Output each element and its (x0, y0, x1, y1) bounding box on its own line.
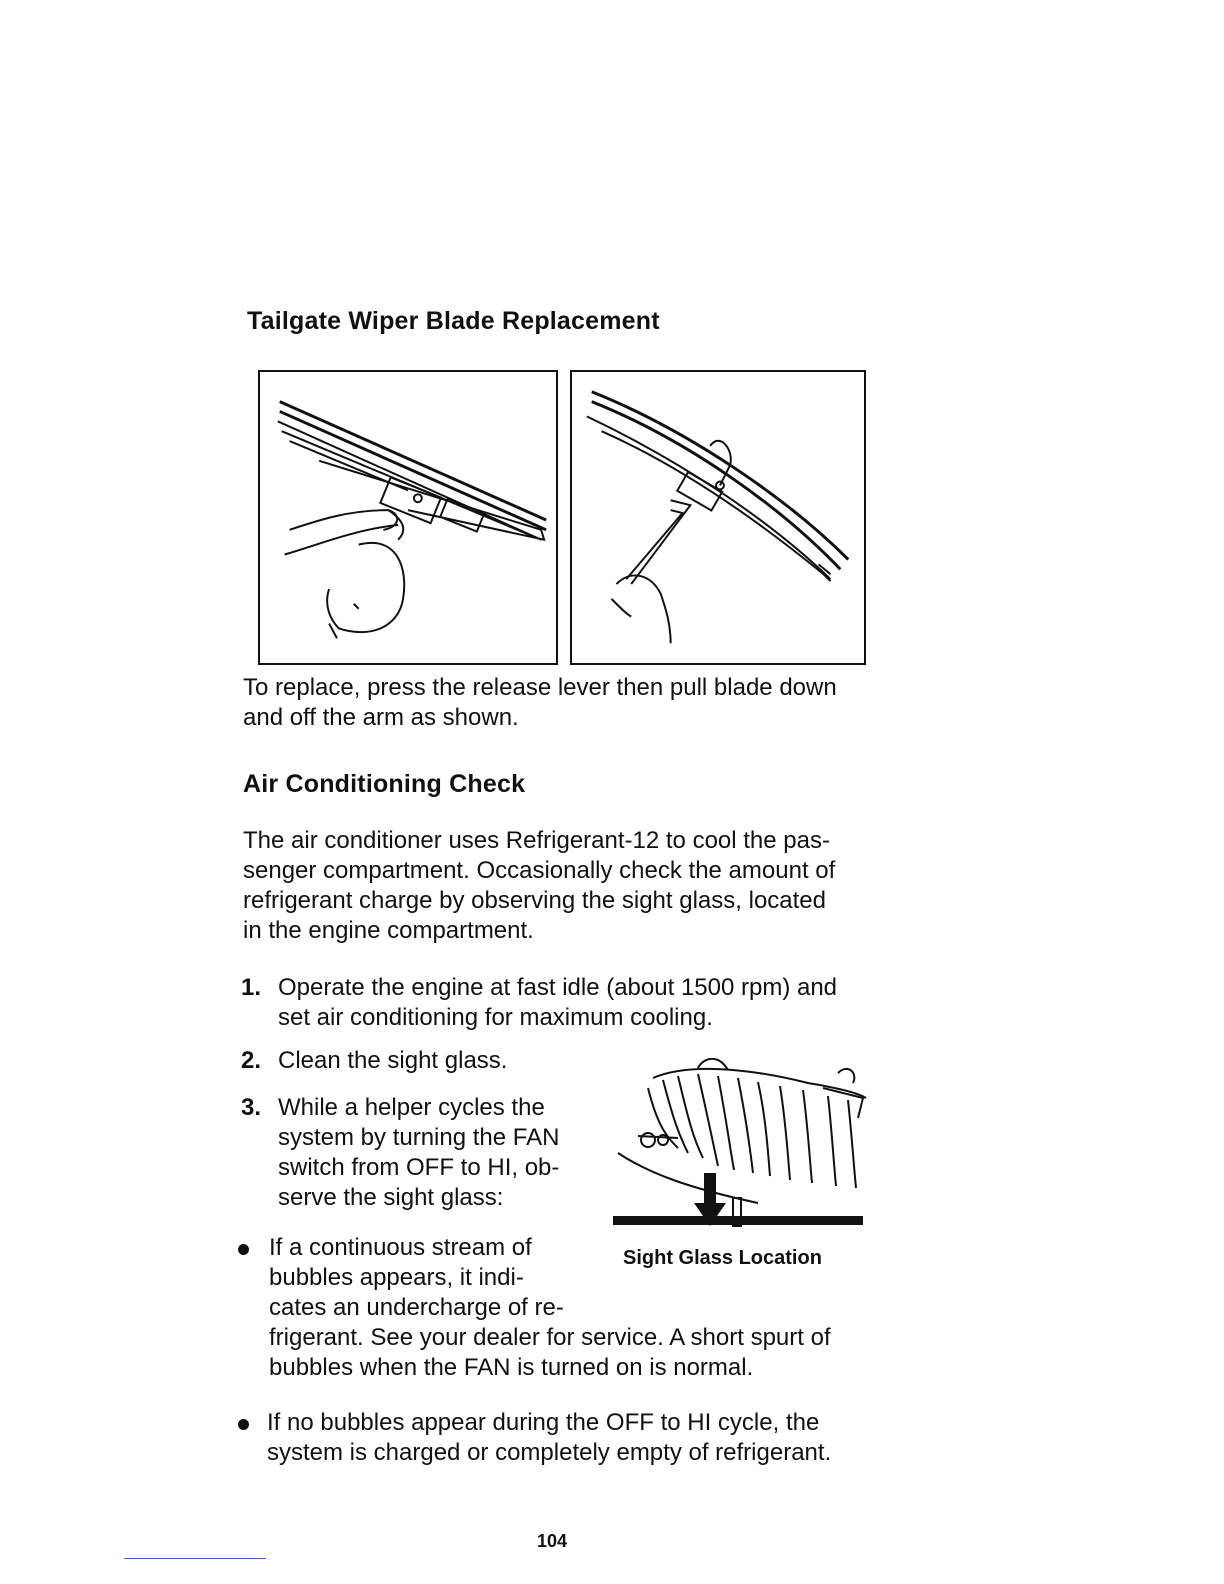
bullet-line: frigerant. See your dealer for service. A short spurt of (269, 1324, 831, 1351)
wiper-section-title: Tailgate Wiper Blade Replacement (247, 307, 660, 335)
step-line: switch from OFF to HI, ob- (278, 1154, 560, 1181)
bullet-icon (238, 1244, 249, 1255)
sight-glass-figure (608, 1058, 870, 1228)
bullet-line: cates an undercharge of re- (269, 1294, 564, 1321)
wiper-figure-left (258, 370, 558, 665)
bullet-line: If no bubbles appear during the OFF to HI cycle, the (267, 1409, 820, 1436)
sight-glass-illustration (608, 1058, 870, 1228)
wiper-release-illustration (260, 372, 556, 663)
bullet-line: system is charged or completely empty of refrigerant. (267, 1439, 832, 1466)
bullet-line: bubbles appears, it indi- (269, 1264, 524, 1291)
bullet-item-1 (238, 1233, 878, 1385)
step-3 (241, 1093, 601, 1215)
ac-intro-line-1: The air conditioner uses Refrigerant-12 to cool the pas- (243, 827, 830, 854)
step-line: Clean the sight glass. (278, 1047, 508, 1074)
bullet-line: If a continuous stream of (269, 1234, 532, 1261)
sight-glass-caption: Sight Glass Location (623, 1247, 822, 1269)
footer-rule (124, 1558, 266, 1559)
bullet-item-2 (238, 1408, 878, 1470)
step-1 (241, 973, 881, 1035)
ac-intro-line-2: senger compartment. Occasionally check the amount of (243, 857, 836, 884)
page-number: 104 (537, 1531, 568, 1551)
step-line: system by turning the FAN (278, 1124, 560, 1151)
step-2 (241, 1046, 641, 1078)
bullet-icon (238, 1419, 249, 1430)
step-line: serve the sight glass: (278, 1184, 504, 1211)
wiper-description-line-1: To replace, press the release lever then pull blade down (243, 674, 837, 701)
wiper-figure-right (570, 370, 866, 665)
step-line: set air conditioning for maximum cooling. (278, 1004, 713, 1031)
step-number: 2. (241, 1047, 262, 1074)
ac-intro-line-4: in the engine compartment. (243, 917, 534, 944)
wiper-description-line-2: and off the arm as shown. (243, 704, 519, 731)
step-line: While a helper cycles the (278, 1094, 545, 1121)
ac-intro-line-3: refrigerant charge by observing the sight glass, located (243, 887, 826, 914)
step-number: 3. (241, 1094, 262, 1121)
step-number: 1. (241, 974, 262, 1001)
bullet-line: bubbles when the FAN is turned on is normal. (269, 1354, 754, 1381)
wiper-removal-illustration (572, 372, 864, 663)
step-line: Operate the engine at fast idle (about 1500 rpm) and (278, 974, 838, 1001)
ac-section-title: Air Conditioning Check (243, 770, 526, 798)
